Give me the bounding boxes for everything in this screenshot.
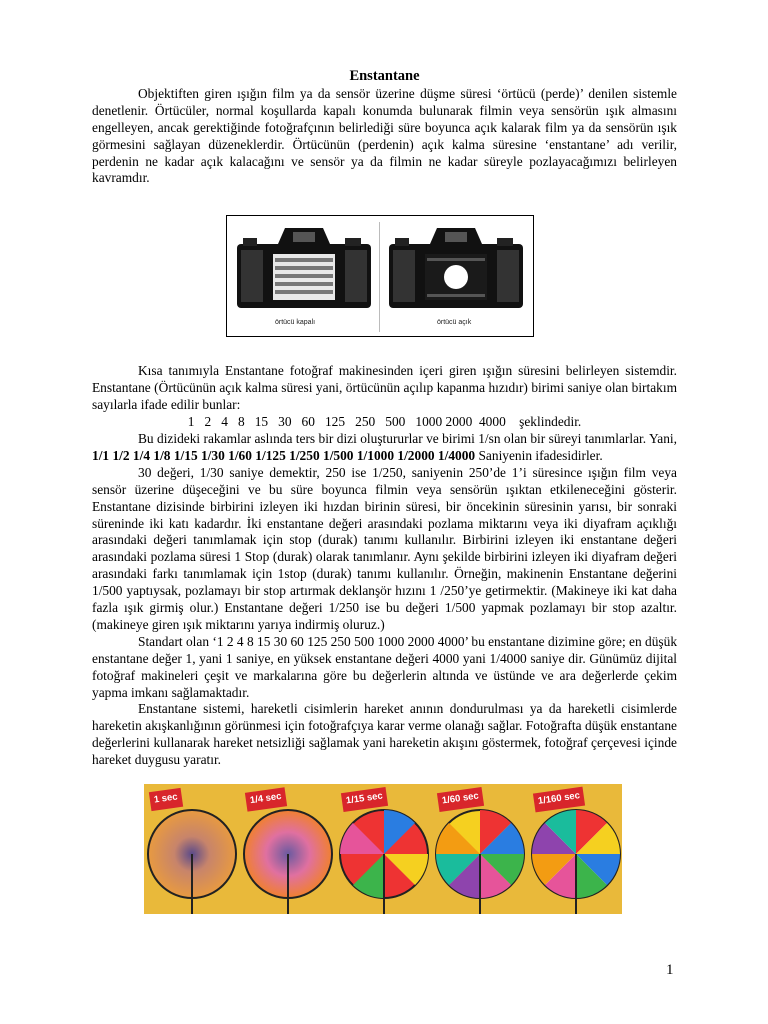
label-1-60-sec: 1/60 sec <box>437 787 484 812</box>
paragraph-intro: Objektiften giren ışığın film ya da sensör üzerine düşme süresi ‘örtücü (perde)’ denilen sistemle denetlenir. Örtücüler, normal koşullarda kapalı konumda bulunarak filmin veya sensörün ışık almasını engelleyen, ancak gerektiğinde fotoğrafçının belirlediği süre boyunca açık kalarak film ya da sensörün ışık görmesini sağlayan düzeneklerdir. Örtücünün (perdenin) açık kalma süresine ‘enstantane’ adı verilir, perdenin ne kadar açık kalacağını ve sensör ya da filmin ne kadar süreyle pozlayacağımızı belirleyen kavramdır. <box>92 85 677 186</box>
paragraph-motion: Enstantane sistemi, hareketli cisimlerin hareket anının dondurulması ya da hareketli cisimlerde hareketin akışkanlığının görünmesi için fotoğrafçıya karar verme olanağı sağlar. Fotoğrafta düşük enstantane değerlerini kullanarak hareket netsizliği sağlamak yani hareketin akışını göstermek, fotoğraf çerçevesi içinde hareket duygusu yaratır. <box>92 701 677 768</box>
pinwheel-photo-3 <box>336 784 432 914</box>
paragraph-stop: 30 değeri, 1/30 saniye demektir, 250 ise 1/250, saniyenin 250’de 1’i süresince ışığın film veya sensör üzerine düşeceğini ve bu süre boyunca filmin veya sensörün ışıktan etkileneceğini gösterir. Enstantane dizisinde birbirini izleyen iki hızdan birinin süresi, bir öncekinin süresinin yarısı, bir sonraki süreninde iki katı kadardır. İki enstantane değeri arasındaki pozlama miktarını veya iki diyafram açıklığı arasındaki değeri tanımlamak için stop (durak) tanımı kullanılır. Birbirini izleyen iki enstantane değeri arasındaki pozlama süresi 1 Stop (durak) olarak tanımlanır. Aynı şekilde birbirini izleyen iki diyafram değeri arasındaki farkı tanımlamak için 1stop (durak) tanımı kullanılır. Örneğin, makinenin Enstantane değerini 1/500 yaptıysak, pozlamayı bir stop artırmak deklanşör hızını 1 /250’ye getirmektir. (Makineye iki kat daha fazla ışık girmiş olur.) Enstantane değeri 1/250 ise bu değeri 1/500 yapmak pozlamayı bir stop azaltır. (makineye giren ışık miktarını yarıya indirmiş oluruz.) <box>92 464 677 632</box>
camera-open-image <box>385 222 527 314</box>
reciprocal-end: Saniyenin ifadesidirler. <box>475 447 603 463</box>
caption-open: örtücü açık <box>437 319 472 327</box>
figure-divider <box>379 222 380 332</box>
paragraph-standard: Standart olan ‘1 2 4 8 15 30 60 125 250 500 1000 2000 4000’ bu enstantane dizimine göre; en düşük enstantane değer 1, yani 1 saniye, en yüksek enstantane değeri 4000 yani 1/4000 saniye dir. Günümüz dijital fotoğraf makineleri çeşit ve markalarına göre bu değerlerin altında ve üstünde ve ara değerlerde çekim yapma imkanı sağlamaktadır. <box>92 633 678 700</box>
shutter-figure <box>226 215 534 337</box>
pinwheel-photo-1 <box>144 784 240 914</box>
pinwheel-figure <box>144 784 622 914</box>
document-page <box>92 68 677 914</box>
label-1-4-sec: 1/4 sec <box>245 787 287 811</box>
reciprocal-intro: Bu dizideki rakamlar aslında ters bir dizi oluştururlar ve birimi 1/sn olan bir süreyi tanımlarlar. Yani, <box>138 430 677 446</box>
paragraph-reciprocal <box>92 431 677 465</box>
page-number: 1 <box>666 962 674 978</box>
pinwheel-photo-4 <box>432 784 528 914</box>
label-1-15-sec: 1/15 sec <box>341 787 388 812</box>
label-1-sec: 1 sec <box>149 788 183 811</box>
paragraph-definition: Kısa tanımıyla Enstantane fotoğraf makinesinden içeri giren ışığın süresini belirleyen sistemdir. Enstantane (Örtücünün açık kalma süresi yani, örtücünün açılıp kapanma hızıdır) birimi saniye olan birtakım sayılarla ifade edilir bunlar: <box>92 363 677 413</box>
pinwheel-photo-5 <box>528 784 622 914</box>
camera-closed-image <box>233 222 375 314</box>
caption-closed: örtücü kapalı <box>275 319 316 327</box>
reciprocal-series: 1/1 1/2 1/4 1/8 1/15 1/30 1/60 1/125 1/250 1/500 1/1000 1/2000 1/4000 <box>92 447 476 463</box>
pinwheel-photo-2 <box>240 784 336 914</box>
label-1-160-sec: 1/160 sec <box>533 787 585 813</box>
page-title: Enstantane <box>349 68 420 84</box>
shutter-speed-series: 1 2 4 8 15 30 60 125 250 500 1000 2000 4000 şeklindedir. <box>187 414 582 430</box>
